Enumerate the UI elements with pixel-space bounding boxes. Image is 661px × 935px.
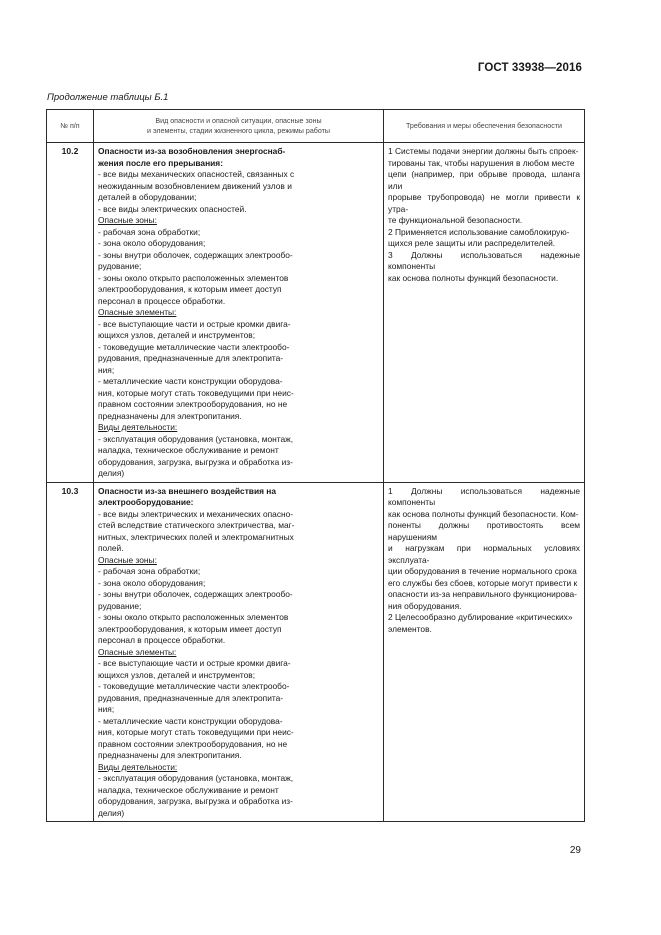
- text-line: рудования, предназначенные для электропита-: [98, 353, 284, 363]
- text-line: правном состоянии электрооборудования, но не: [98, 399, 288, 409]
- text-line: персонал в процессе обработки.: [98, 295, 226, 306]
- text-line: делия): [98, 468, 125, 478]
- text-line: ния, которые могут стать токоведущими при неис-: [98, 387, 294, 398]
- text-line: делия): [98, 807, 125, 818]
- text-line: как основа полноты функций безопасности. Ком-: [388, 508, 579, 519]
- text-line: 2 Применяется использование самоблокирую-: [388, 226, 570, 237]
- requirements-cell: [384, 143, 585, 483]
- requirements-cell: [384, 482, 585, 822]
- text-line: ния оборудования.: [388, 600, 462, 611]
- text-line: рудование;: [98, 600, 142, 611]
- text-line: элементов.: [388, 623, 432, 634]
- hazard-cell: [94, 482, 384, 822]
- text-line: - все виды электрических и механических опасно-: [98, 508, 294, 519]
- text-line: - зоны около открыто расположенных элементов: [98, 272, 289, 283]
- text-line: ния, которые могут стать токоведущими при неис-: [98, 727, 294, 737]
- text-line: неожиданным возобновлением движений узлов и: [98, 180, 292, 191]
- text-line: 1 Системы подачи энергии должны быть спроек-: [388, 146, 579, 156]
- text-line: 3 Должны использоваться надежные компоненты: [388, 249, 580, 271]
- header-hazard: [94, 110, 384, 143]
- hazard-title: Опасности из-за возобновления энергоснаб-: [98, 146, 286, 156]
- table-header-row: [47, 110, 585, 143]
- text-line: - все выступающие части и острые кромки двига-: [98, 318, 291, 329]
- text-line: 1 Должны использоваться надежные компоненты: [388, 485, 580, 507]
- text-line: - зона около оборудования;: [98, 577, 206, 588]
- text-line: опасности из-за неправильного функционирова-: [388, 589, 577, 599]
- hazard-title: жения после его прерывания:: [98, 157, 223, 168]
- text-line: и нагрузкам при нормальных условиях эксплуата-: [388, 543, 580, 565]
- table-row: [47, 143, 585, 483]
- text-line: оборудования, загрузка, выгрузка и обработка из-: [98, 456, 293, 467]
- header-hazard-line: и элементы, стадии жизненного цикла, режимы работы: [147, 127, 330, 135]
- header-hazard-line: Вид опасности и опасной ситуации, опасные зоны: [155, 117, 322, 125]
- text-line: те функциональной безопасности.: [388, 215, 523, 225]
- text-line: - эксплуатация оборудования (установка, монтаж,: [98, 433, 294, 444]
- text-line: наладка, техническое обслуживание и ремонт: [98, 445, 279, 455]
- text-line: - токоведущие металлические части электрообо-: [98, 341, 290, 352]
- text-line: полей.: [98, 543, 124, 553]
- hazard-title: электрооборудование:: [98, 497, 194, 507]
- text-line: ющихся узлов, деталей и инструментов;: [98, 330, 256, 340]
- elements-label: Опасные элементы:: [98, 646, 177, 657]
- activities-label: Виды деятельности:: [98, 761, 178, 772]
- text-line: ния;: [98, 704, 115, 714]
- text-line: рудования, предназначенные для электропита-: [98, 692, 284, 703]
- text-line: 2 Целесообразно дублирование «критических»: [388, 612, 573, 622]
- text-line: персонал в процессе обработки.: [98, 635, 226, 645]
- text-line: - токоведущие металлические части электрообо-: [98, 681, 290, 691]
- hazard-title: Опасности из-за внешнего воздействия на: [98, 485, 277, 496]
- text-line: рудование;: [98, 261, 142, 271]
- text-line: предназначены для электропитания.: [98, 750, 242, 760]
- text-line: деталей в оборудовании;: [98, 192, 197, 202]
- hazards-table: [46, 109, 585, 822]
- text-line: стей вследствие статического электричества, маг-: [98, 520, 295, 530]
- elements-label: Опасные элементы:: [98, 307, 177, 317]
- table-row: [47, 482, 585, 822]
- text-line: - зона около оборудования;: [98, 238, 206, 248]
- text-line: - зоны внутри оболочек, содержащих электрообо-: [98, 249, 293, 260]
- text-line: ции оборудования в течение нормального срока: [388, 566, 577, 576]
- text-line: цепи (например, при обрыве провода, шланга или: [388, 169, 580, 191]
- document-code: ГОСТ 33938—2016: [477, 62, 582, 74]
- text-line: - эксплуатация оборудования (установка, монтаж,: [98, 773, 294, 783]
- table-caption: Продолжение таблицы Б.1: [47, 92, 169, 103]
- text-line: его службы без сбоев, которые могут привести к: [388, 577, 578, 588]
- text-line: электрооборудования, к которым имеет доступ: [98, 623, 282, 634]
- text-line: как основа полноты функций безопасности.: [388, 272, 559, 283]
- text-line: поненты должны противостоять всем нарушениям: [388, 520, 580, 542]
- text-line: нитных, электрических полей и электромагнитных: [98, 531, 294, 542]
- text-line: наладка, техническое обслуживание и ремонт: [98, 784, 279, 795]
- text-line: предназначены для электропитания.: [98, 410, 242, 421]
- zones-label: Опасные зоны:: [98, 554, 157, 565]
- text-line: - все виды механических опасностей, связанных с: [98, 169, 295, 179]
- text-line: - зоны внутри оболочек, содержащих электрообо-: [98, 589, 293, 599]
- row-number: 10.2: [47, 143, 94, 483]
- page-number: 29: [569, 845, 581, 856]
- text-line: электрооборудования, к которым имеет доступ: [98, 284, 282, 294]
- header-num: № п/п: [47, 110, 94, 143]
- text-line: - рабочая зона обработки;: [98, 226, 201, 237]
- text-line: - металлические части конструкции оборудова-: [98, 715, 283, 726]
- text-line: - зоны около открыто расположенных элементов: [98, 612, 289, 622]
- text-line: оборудования, загрузка, выгрузка и обработка из-: [98, 796, 293, 806]
- header-requirements: Требования и меры обеспечения безопасности: [384, 110, 585, 143]
- hazard-cell: [94, 143, 384, 483]
- zones-label: Опасные зоны:: [98, 215, 157, 225]
- text-line: - все выступающие части и острые кромки двига-: [98, 658, 291, 668]
- text-line: прорыве трубопровода) не могли привести к утра-: [388, 192, 580, 214]
- text-line: - рабочая зона обработки;: [98, 566, 201, 576]
- row-number: 10.3: [47, 482, 94, 822]
- text-line: - все виды электрических опасностей.: [98, 203, 247, 214]
- text-line: щихся реле защиты или распределителей.: [388, 238, 556, 248]
- text-line: ющихся узлов, деталей и инструментов;: [98, 669, 256, 680]
- text-line: ния;: [98, 364, 115, 375]
- text-line: - металлические части конструкции оборудова-: [98, 376, 283, 386]
- activities-label: Виды деятельности:: [98, 422, 178, 432]
- text-line: тированы так, чтобы нарушения в любом месте: [388, 157, 575, 168]
- text-line: правном состоянии электрооборудования, но не: [98, 738, 288, 749]
